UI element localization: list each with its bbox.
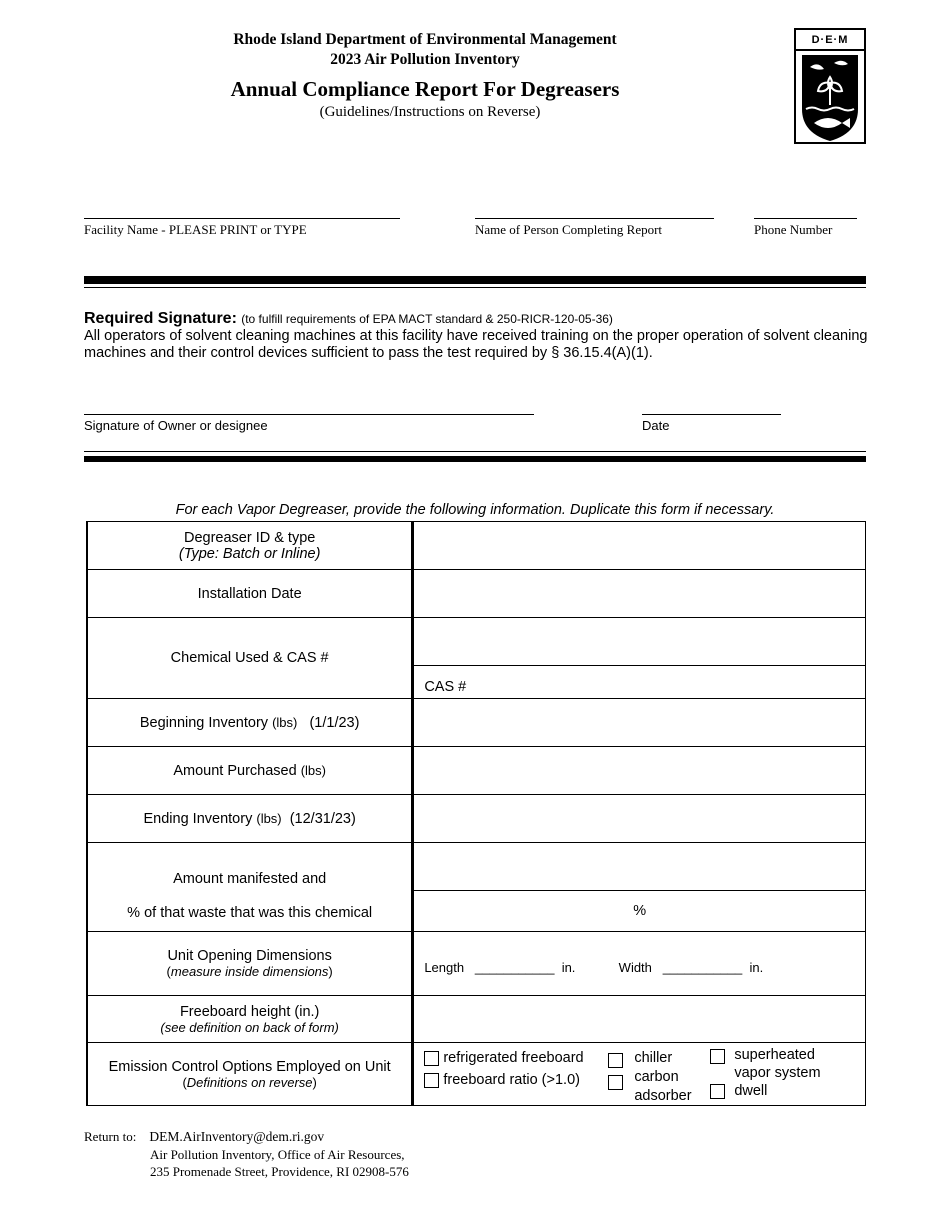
table-row bbox=[87, 522, 866, 570]
return-office: Air Pollution Inventory, Office of Air Resources, bbox=[150, 1146, 405, 1162]
superheated-vapor-label: superheated bbox=[734, 1047, 815, 1063]
width-label: Width bbox=[618, 960, 652, 975]
degreaser-id-label bbox=[87, 522, 413, 570]
required-signature-note: (to fulfill requirements of EPA MACT standard & 250-RICR-120-05-36) bbox=[241, 312, 613, 326]
emission-control-options bbox=[413, 1043, 866, 1106]
freeboard-text: Freeboard height (in.) bbox=[179, 1003, 320, 1020]
option-refrigerated-freeboard[interactable] bbox=[424, 1047, 583, 1069]
refrigerated-freeboard-label: refrigerated freeboard bbox=[443, 1050, 584, 1066]
table-row bbox=[87, 932, 866, 996]
table-row bbox=[87, 795, 866, 843]
amount-purchased-text: Amount Purchased bbox=[173, 762, 297, 779]
beginning-inventory-label bbox=[87, 699, 413, 747]
ending-inventory-field[interactable] bbox=[413, 795, 866, 843]
chiller-checkbox[interactable] bbox=[608, 1053, 623, 1068]
freeboard-field[interactable] bbox=[413, 996, 866, 1043]
installation-date-label: Installation Date bbox=[87, 570, 413, 618]
measure-paren-close: ) bbox=[328, 964, 333, 979]
percent-waste-field[interactable] bbox=[413, 891, 866, 932]
return-email[interactable]: DEM.AirInventory@dem.ri.gov bbox=[149, 1129, 325, 1144]
amount-manifested-field[interactable] bbox=[413, 843, 866, 891]
degreaser-id-text: Degreaser ID & type bbox=[183, 529, 316, 546]
superheated-vapor-label-2: vapor system bbox=[734, 1065, 821, 1081]
person-name-label: Name of Person Completing Report bbox=[475, 222, 663, 237]
freeboard-ratio-checkbox[interactable] bbox=[424, 1073, 439, 1088]
phone-number-label: Phone Number bbox=[754, 222, 833, 237]
dem-logo bbox=[794, 28, 866, 144]
definitions-note: Definitions on reverse bbox=[186, 1074, 313, 1090]
table-row bbox=[87, 699, 866, 747]
amount-purchased-label bbox=[87, 747, 413, 795]
date-label: Date bbox=[642, 418, 670, 433]
logo-emblem-icon bbox=[796, 51, 864, 143]
ending-date: (12/31/23) bbox=[289, 810, 356, 827]
lbs-unit: (lbs) bbox=[272, 714, 298, 730]
freeboard-ratio-label: freeboard ratio (>1.0) bbox=[443, 1072, 580, 1088]
table-row bbox=[87, 1043, 866, 1106]
return-to-label: Return to: bbox=[84, 1129, 137, 1144]
phone-number-line[interactable] bbox=[754, 218, 857, 219]
agency-name: Rhode Island Department of Environmental Management bbox=[233, 31, 617, 48]
percent-waste-text: % of that waste that was this chemical bbox=[127, 905, 373, 921]
carbon-adsorber-label: carbon bbox=[634, 1069, 679, 1085]
section-divider-thin bbox=[84, 287, 866, 288]
unit-opening-label bbox=[87, 932, 413, 996]
training-statement: All operators of solvent cleaning machines at this facility have received training on the proper operation of solvent cleaning machines and their control devices sufficient to pass the test required by § 36.15.4(A)(1). bbox=[84, 328, 868, 361]
cas-number-field[interactable] bbox=[413, 666, 866, 699]
measure-paren-open: ( bbox=[166, 964, 171, 979]
measure-note: measure inside dimensions bbox=[170, 964, 329, 979]
signature-line[interactable] bbox=[84, 414, 534, 415]
table-row bbox=[87, 996, 866, 1043]
amount-purchased-field[interactable] bbox=[413, 747, 866, 795]
beginning-date: (1/1/23) bbox=[309, 714, 360, 731]
beginning-inventory-field[interactable] bbox=[413, 699, 866, 747]
person-name-line[interactable] bbox=[475, 218, 714, 219]
chemical-label: Chemical Used & CAS # bbox=[87, 618, 413, 699]
dwell-label: dwell bbox=[734, 1083, 768, 1099]
length-unit: in. bbox=[561, 960, 576, 975]
inventory-year: 2023 Air Pollution Inventory bbox=[330, 51, 520, 68]
required-signature-title: Required Signature: bbox=[84, 310, 237, 327]
superheated-vapor-checkbox[interactable] bbox=[710, 1049, 725, 1064]
degreaser-form-table bbox=[86, 521, 866, 1106]
form-instructions: For each Vapor Degreaser, provide the following information. Duplicate this form if necessary. bbox=[175, 502, 775, 518]
table-row bbox=[87, 618, 866, 666]
installation-date-field[interactable] bbox=[413, 570, 866, 618]
facility-name-label: Facility Name - PLEASE PRINT or TYPE bbox=[84, 222, 307, 237]
page-title: Annual Compliance Report For Degreasers bbox=[230, 77, 620, 101]
lbs-unit: (lbs) bbox=[300, 762, 326, 778]
required-signature-heading bbox=[84, 310, 613, 328]
carbon-adsorber-label-2: adsorber bbox=[634, 1088, 692, 1104]
emission-control-label: Emission Control Options Employed on Unit (Definitions on reverse) bbox=[87, 1043, 413, 1106]
ending-inventory-text: Ending Inventory bbox=[143, 810, 253, 827]
chemical-field[interactable] bbox=[413, 618, 866, 666]
length-label: Length bbox=[424, 960, 465, 975]
chiller-label: chiller bbox=[634, 1050, 673, 1066]
section-divider-2 bbox=[84, 456, 866, 462]
amount-manifested-text: Amount manifested and bbox=[173, 871, 327, 887]
degreaser-id-field[interactable] bbox=[413, 522, 866, 570]
length-input[interactable]: ___________ bbox=[474, 960, 555, 975]
section-divider-thin-2 bbox=[84, 451, 866, 452]
carbon-adsorber-checkbox[interactable] bbox=[608, 1075, 623, 1090]
freeboard-note: (see definition on back of form) bbox=[160, 1019, 339, 1035]
table-row bbox=[87, 570, 866, 618]
unit-opening-fields bbox=[413, 932, 866, 996]
logo-text: D·E·M bbox=[796, 30, 864, 51]
cas-number-label: CAS # bbox=[424, 679, 467, 695]
width-input[interactable]: ___________ bbox=[662, 960, 743, 975]
table-row bbox=[87, 843, 866, 891]
facility-name-line[interactable] bbox=[84, 218, 400, 219]
beginning-inventory-text: Beginning Inventory bbox=[139, 714, 269, 731]
percent-sign: % bbox=[633, 903, 647, 919]
emission-control-text: Emission Control Options Employed on Unit bbox=[108, 1058, 391, 1075]
table-row bbox=[87, 747, 866, 795]
section-divider bbox=[84, 276, 866, 284]
return-to-block bbox=[84, 1128, 409, 1181]
option-freeboard-ratio[interactable] bbox=[424, 1069, 583, 1091]
width-unit: in. bbox=[749, 960, 764, 975]
ending-inventory-label bbox=[87, 795, 413, 843]
degreaser-type-text: (Type: Batch or Inline) bbox=[178, 545, 321, 562]
unit-opening-text: Unit Opening Dimensions bbox=[167, 948, 332, 964]
amount-manifested-label bbox=[87, 843, 413, 932]
lbs-unit: (lbs) bbox=[256, 810, 282, 826]
page-subtitle: (Guidelines/Instructions on Reverse) bbox=[319, 104, 541, 120]
date-line[interactable] bbox=[642, 414, 781, 415]
return-address: 235 Promenade Street, Providence, RI 02908-576 bbox=[150, 1164, 409, 1179]
signature-label: Signature of Owner or designee bbox=[84, 418, 268, 433]
refrigerated-freeboard-checkbox[interactable] bbox=[424, 1051, 439, 1066]
header-agency-block bbox=[150, 30, 700, 70]
freeboard-label bbox=[87, 996, 413, 1043]
dwell-checkbox[interactable] bbox=[710, 1084, 725, 1099]
